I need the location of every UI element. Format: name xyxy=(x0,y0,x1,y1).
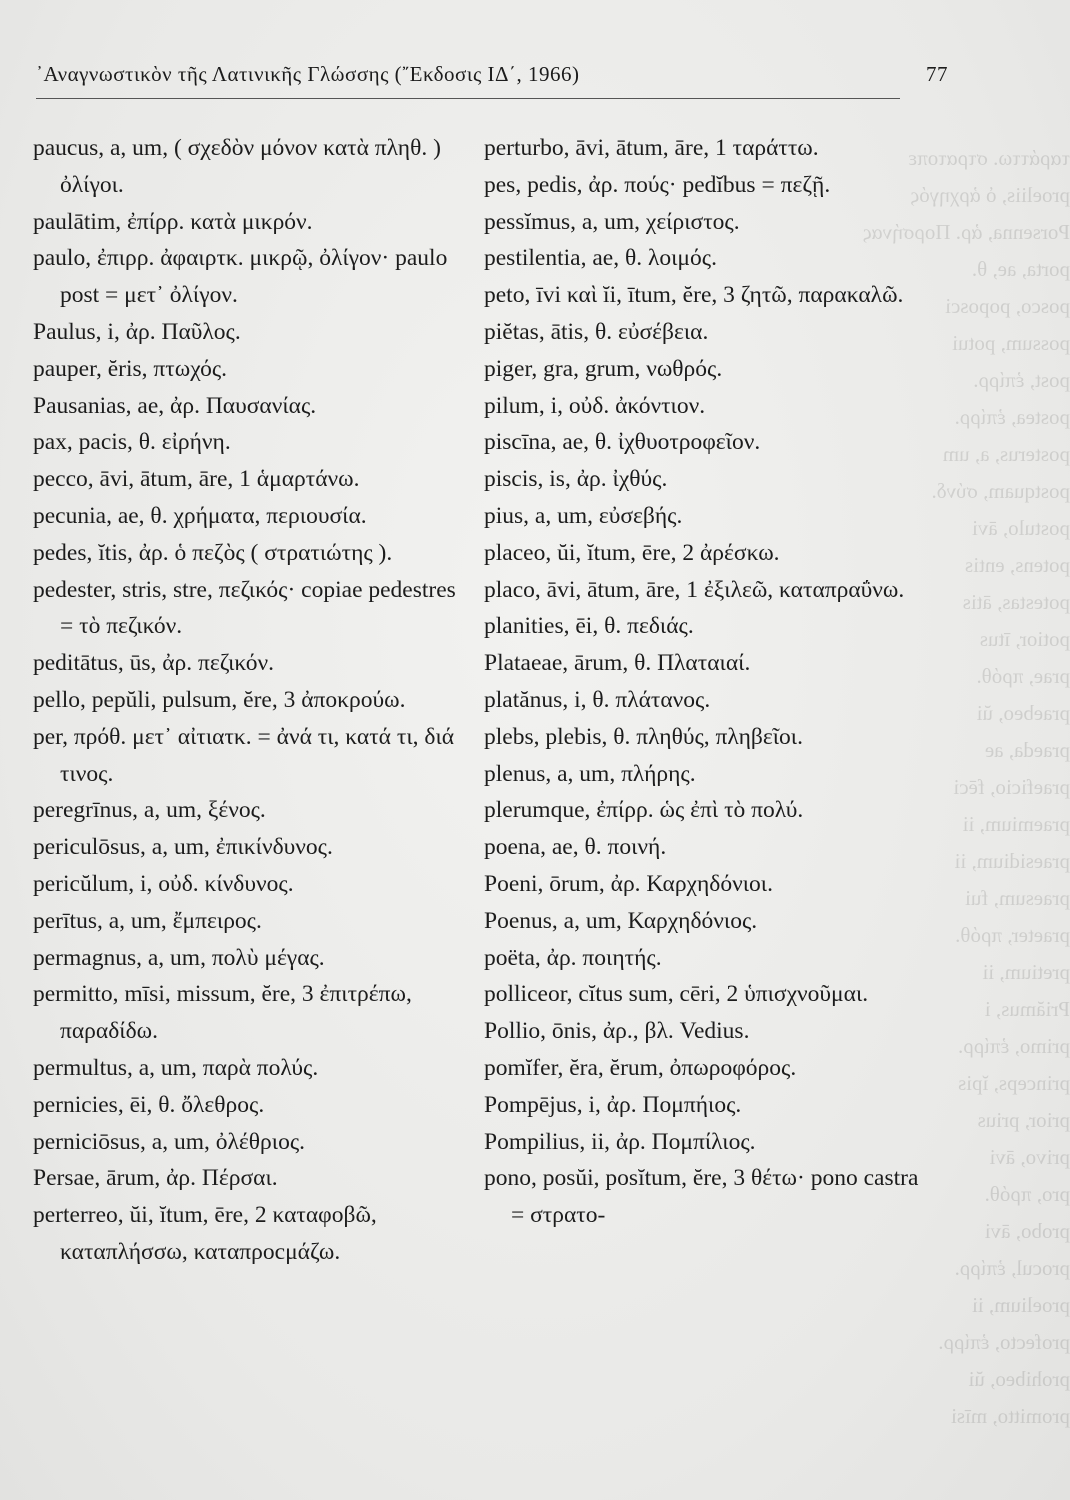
running-head xyxy=(36,62,1036,96)
right-entry: planities, ēi, θ. πεδιάς. xyxy=(484,613,694,640)
left-entry: pecunia, ae, θ. χρήματα, περιουσία. xyxy=(33,502,367,529)
left-entry: peditātus, ūs, ἀρ. πεζικόν. xyxy=(33,650,275,677)
right-entry: poena, ae, θ. ποινή. xyxy=(484,834,667,861)
right-entry: plebs, plebis, θ. πληθύς, πληβεῖοι. xyxy=(484,723,803,750)
left-entry: paulo, ἐπιρρ. ἀφαιρτκ. μικρῷ, ὀλίγον· paulo post = μετ᾿ ὀλίγον. xyxy=(33,245,448,309)
page-number: 77 xyxy=(926,62,948,86)
right-entry: piscīna, ae, θ. ἰχθυοτροφεῖον. xyxy=(484,429,761,456)
right-entry: Pompējus, i, ἀρ. Πομπήιος. xyxy=(484,1091,742,1118)
right-entry: placo, āvi, ātum, āre, 1 ἐξιλεῶ, καταπραΰνω. xyxy=(484,576,905,603)
header-rule xyxy=(36,98,900,99)
left-entry: Paulus, i, ἀρ. Παῦλος. xyxy=(33,318,241,345)
left-entry: permagnus, a, um, πολὺ μέγας. xyxy=(33,944,325,971)
left-entry: permitto, mīsi, missum, ĕre, 3 ἐπιτρέπω, παραδίδω. xyxy=(33,981,412,1045)
left-entry: per, πρόθ. μετ᾿ αἰτιατκ. = ἀνά τι, κατά τι, διά τινος. xyxy=(33,723,455,787)
left-entry: pecco, āvi, ātum, āre, 1 ἁμαρτάνω. xyxy=(33,466,360,493)
left-entry: paucus, a, um, ( σχεδὸν μόνον κατὰ πληθ. ) ὀλίγοι. xyxy=(33,135,441,198)
right-entry: peto, īvi καὶ ĭi, ītum, ĕre, 3 ζητῶ, παρακαλῶ. xyxy=(484,282,904,309)
left-entry: pedes, ĭtis, ἀρ. ὁ πεζὸς ( στρατιώτης ). xyxy=(33,539,393,566)
left-entry: paulātim, ἐπίρρ. κατὰ μικρόν. xyxy=(33,208,313,235)
left-entry: perītus, a, um, ἔμπειρος. xyxy=(33,907,262,934)
right-entry: pomĭfer, ĕra, ĕrum, ὀπωροφόρος. xyxy=(484,1054,797,1081)
left-entry: pernicies, ēi, θ. ὄλεθρος. xyxy=(33,1091,265,1118)
left-entry: perniciōsus, a, um, ὀλέθριος. xyxy=(33,1128,305,1155)
left-entry: pauper, ĕris, πτωχός. xyxy=(33,355,228,382)
right-entry: Plataeae, ārum, θ. Πλαταιαί. xyxy=(484,650,751,677)
header-title: ᾿Αναγνωστικὸν τῆς Λατινικῆς Γλώσσης (῎Εκδοσις ΙΔ΄, 1966) xyxy=(36,62,580,86)
left-column xyxy=(33,130,473,1271)
right-entry: pestilentia, ae, θ. λοιμός. xyxy=(484,245,717,272)
right-entry: poëta, ἀρ. ποιητής. xyxy=(484,944,662,971)
left-entry: perterreo, ŭi, ĭtum, ēre, 2 καταφοβῶ, καταπλήσσω, καταπροcμάζω. xyxy=(33,1202,377,1265)
right-entry: Pollio, ōnis, ἀρ., βλ. Vedius. xyxy=(484,1018,750,1045)
left-entry: periculōsus, a, um, ἐπικίνδυνος. xyxy=(33,834,333,861)
right-entry: pessĭmus, a, um, χείριστος. xyxy=(484,208,740,235)
right-entry: polliceor, cĭtus sum, cēri, 2 ὑπισχνοῦμαι. xyxy=(484,981,869,1008)
right-entry: piger, gra, grum, νωθρός. xyxy=(484,355,723,382)
left-entry: Pausanias, ae, ἀρ. Παυσανίας. xyxy=(33,392,317,419)
left-entry: pedester, stris, stre, πεζικός· copiae pedestres = τὸ πεζικόν. xyxy=(33,576,456,640)
left-entry: pax, pacis, θ. εἰρήνη. xyxy=(33,429,231,456)
left-entry: pericŭlum, i, οὐδ. κίνδυνος. xyxy=(33,870,294,897)
left-entry: pello, pepŭli, pulsum, ĕre, 3 ἀποκρούω. xyxy=(33,686,406,713)
left-entry: Persae, ārum, ἀρ. Πέρσαι. xyxy=(33,1165,278,1192)
left-entry: permultus, a, um, παρὰ πολύς. xyxy=(33,1054,319,1081)
right-entry: placeo, ŭi, ĭtum, ēre, 2 ἀρέσκω. xyxy=(484,539,780,566)
bleed-through: ταράττω. στρατοπε proeliis, ὁ ἀρχηγός Porsenna, ἀρ. Πορσήνας porta, ae, θ. posco, poposci possum, potui post, ἐπίρρ. postea, ἐπίρρ. posterus, a, um postquam, σύνδ. postulo, āvi potens, entis potestas, ātis potior, ītus prae, πρόθ. praebeo, ŭi praeda, ae praeficio, fēci praemium, ii praesidium, ii praesum, fui praeter, πρόθ. pretium, ii Priămus, i primo, ἐπίρρ. princeps, ĭpis prior, prius privo, āvi pro, πρόθ. probo, āvi procul, ἐπίρρ. proelium, ii profecto, ἐπίρρ. prohibeo, ŭi promitto, mīsi xyxy=(863,146,1070,1428)
right-entry: perturbo, āvi, ātum, āre, 1 ταράττω. xyxy=(484,135,819,161)
left-entry: peregrīnus, a, um, ξένος. xyxy=(33,797,266,824)
right-entry: piscis, is, ἀρ. ἰχθύς. xyxy=(484,466,668,493)
right-entry: pono, posŭi, posĭtum, ĕre, 3 θέτω· pono castra = στρατο- xyxy=(484,1165,919,1229)
right-entry: Pompilius, ii, ἀρ. Πομπίλιος. xyxy=(484,1128,756,1155)
right-entry: pilum, i, οὐδ. ἀκόντιον. xyxy=(484,392,706,419)
right-entry: pes, pedis, ἀρ. πούς· pedĭbus = πεζῇ. xyxy=(484,171,831,198)
right-entry: Poenus, a, um, Καρχηδόνιος. xyxy=(484,907,758,934)
right-column xyxy=(484,130,924,1234)
right-entry: Poeni, ōrum, ἀρ. Καρχηδόνιοι. xyxy=(484,870,773,897)
right-entry: piĕtas, ātis, θ. εὐσέβεια. xyxy=(484,318,709,345)
right-entry: platănus, i, θ. πλάτανος. xyxy=(484,686,711,713)
right-entry: pius, a, um, εὐσεβής. xyxy=(484,502,683,529)
right-entry: plenus, a, um, πλήρης. xyxy=(484,760,696,787)
right-entry: plerumque, ἐπίρρ. ὡς ἐπὶ τὸ πολύ. xyxy=(484,797,804,824)
